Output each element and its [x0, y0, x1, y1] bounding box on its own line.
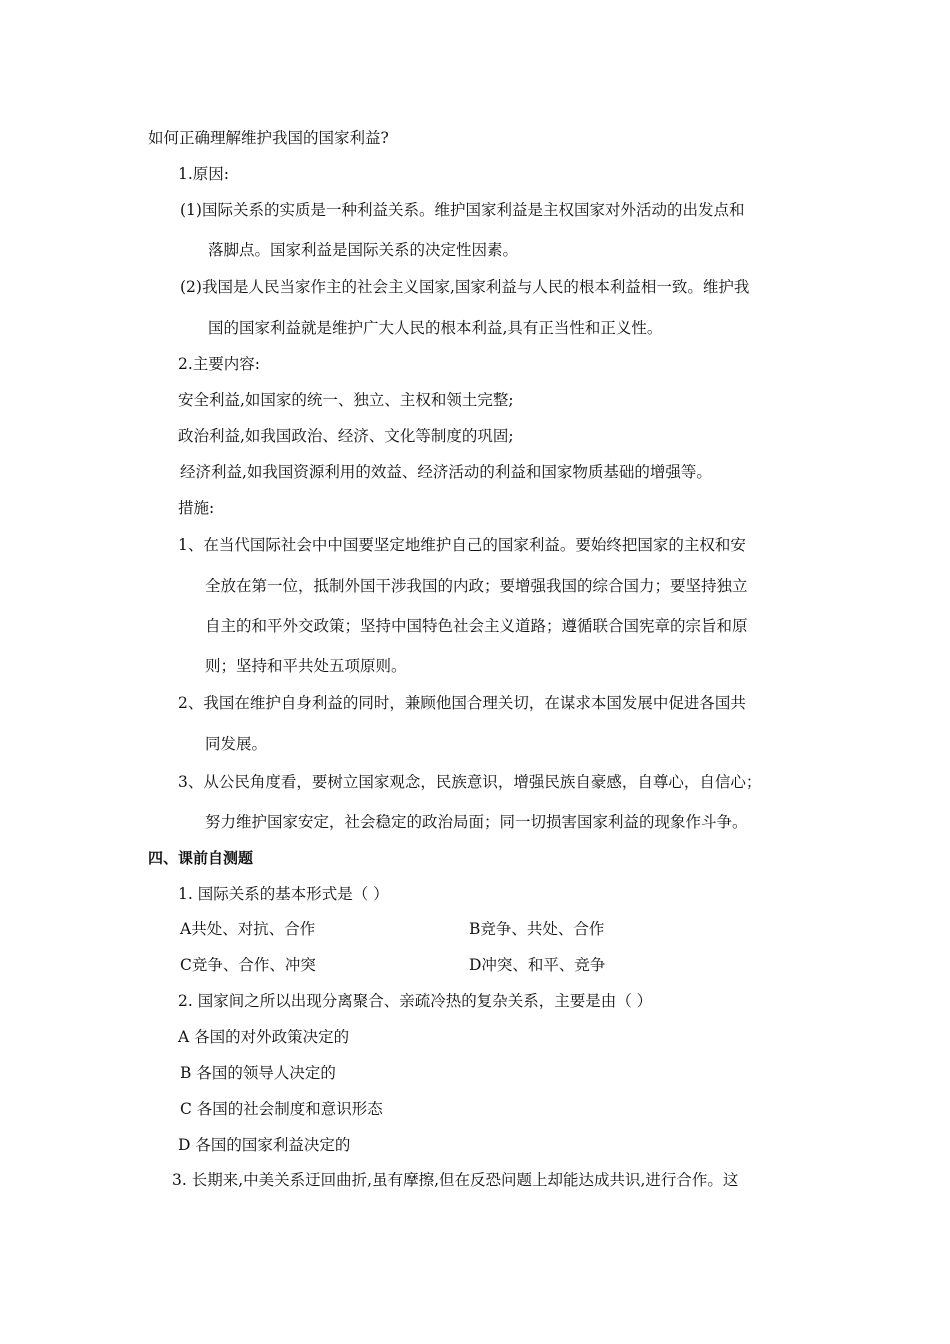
reason-2-line-1: (2)我国是人民当家作主的社会主义国家,国家利益与人民的根本利益相一致。维护我: [180, 278, 750, 296]
measure-2-line-2: 同发展。: [205, 735, 268, 753]
question-2-option-d: D 各国的国家利益决定的: [178, 1136, 351, 1154]
question-1-option-a: A共处、对抗、合作: [180, 920, 316, 938]
question-3-stem: 3. 长期来,中美关系迂回曲折,虽有摩擦,但在反恐问题上却能达成共识,进行合作。这: [172, 1171, 739, 1189]
content-security: 安全利益,如国家的统一、独立、主权和领土完整;: [178, 391, 514, 409]
measure-2-line-1: 2、我国在维护自身利益的同时，兼顾他国合理关切，在谋求本国发展中促进各国共: [178, 694, 746, 712]
question-heading: 如何正确理解维护我国的国家利益?: [148, 129, 389, 147]
measure-3-line-2: 努力维护国家安定，社会稳定的政治局面；同一切损害国家利益的现象作斗争。: [205, 813, 748, 831]
question-1-stem: 1. 国际关系的基本形式是（ ）: [178, 885, 389, 903]
measure-1-line-2: 全放在第一位，抵制外国干涉我国的内政；要增强我国的综合国力；要坚持独立: [205, 577, 748, 595]
question-2-option-a: A 各国的对外政策决定的: [178, 1028, 350, 1046]
content-economic: 经济利益,如我国资源利用的效益、经济活动的利益和国家物质基础的增强等。: [180, 463, 712, 481]
section-four-heading: 四、课前自测题: [148, 849, 254, 867]
measure-1-line-1: 1、在当代国际社会中中国要坚定地维护自己的国家利益。要始终把国家的主权和安: [178, 536, 746, 554]
question-2-option-c: C 各国的社会制度和意识形态: [180, 1100, 383, 1118]
content-heading: 2.主要内容:: [178, 355, 261, 373]
measure-1-line-3: 自主的和平外交政策；坚持中国特色社会主义道路；遵循联合国宪章的宗旨和原: [205, 617, 748, 635]
reason-1-line-1: (1)国际关系的实质是一种利益关系。维护国家利益是主权国家对外活动的出发点和: [180, 201, 745, 219]
content-political: 政治利益,如我国政治、经济、文化等制度的巩固;: [178, 427, 514, 445]
reason-1-line-2: 落脚点。国家利益是国际关系的决定性因素。: [208, 241, 519, 259]
reason-2-line-2: 国的国家利益就是维护广大人民的根本利益,具有正当性和正义性。: [208, 319, 663, 337]
measures-heading: 措施:: [178, 499, 215, 517]
question-1-option-d: D冲突、和平、竞争: [469, 956, 606, 974]
measure-3-line-1: 3、从公民角度看，要树立国家观念，民族意识，增强民族自豪感，自尊心，自信心；: [178, 773, 762, 791]
question-2-option-b: B 各国的领导人决定的: [180, 1064, 336, 1082]
question-1-option-b: B竞争、共处、合作: [469, 920, 605, 938]
question-2-stem: 2. 国家间之所以出现分离聚合、亲疏冷热的复杂关系，主要是由（ ）: [178, 992, 653, 1010]
question-1-option-c: C竞争、合作、冲突: [180, 956, 316, 974]
reason-heading: 1.原因:: [178, 165, 230, 183]
measure-1-line-4: 则；坚持和平共处五项原则。: [205, 657, 407, 675]
